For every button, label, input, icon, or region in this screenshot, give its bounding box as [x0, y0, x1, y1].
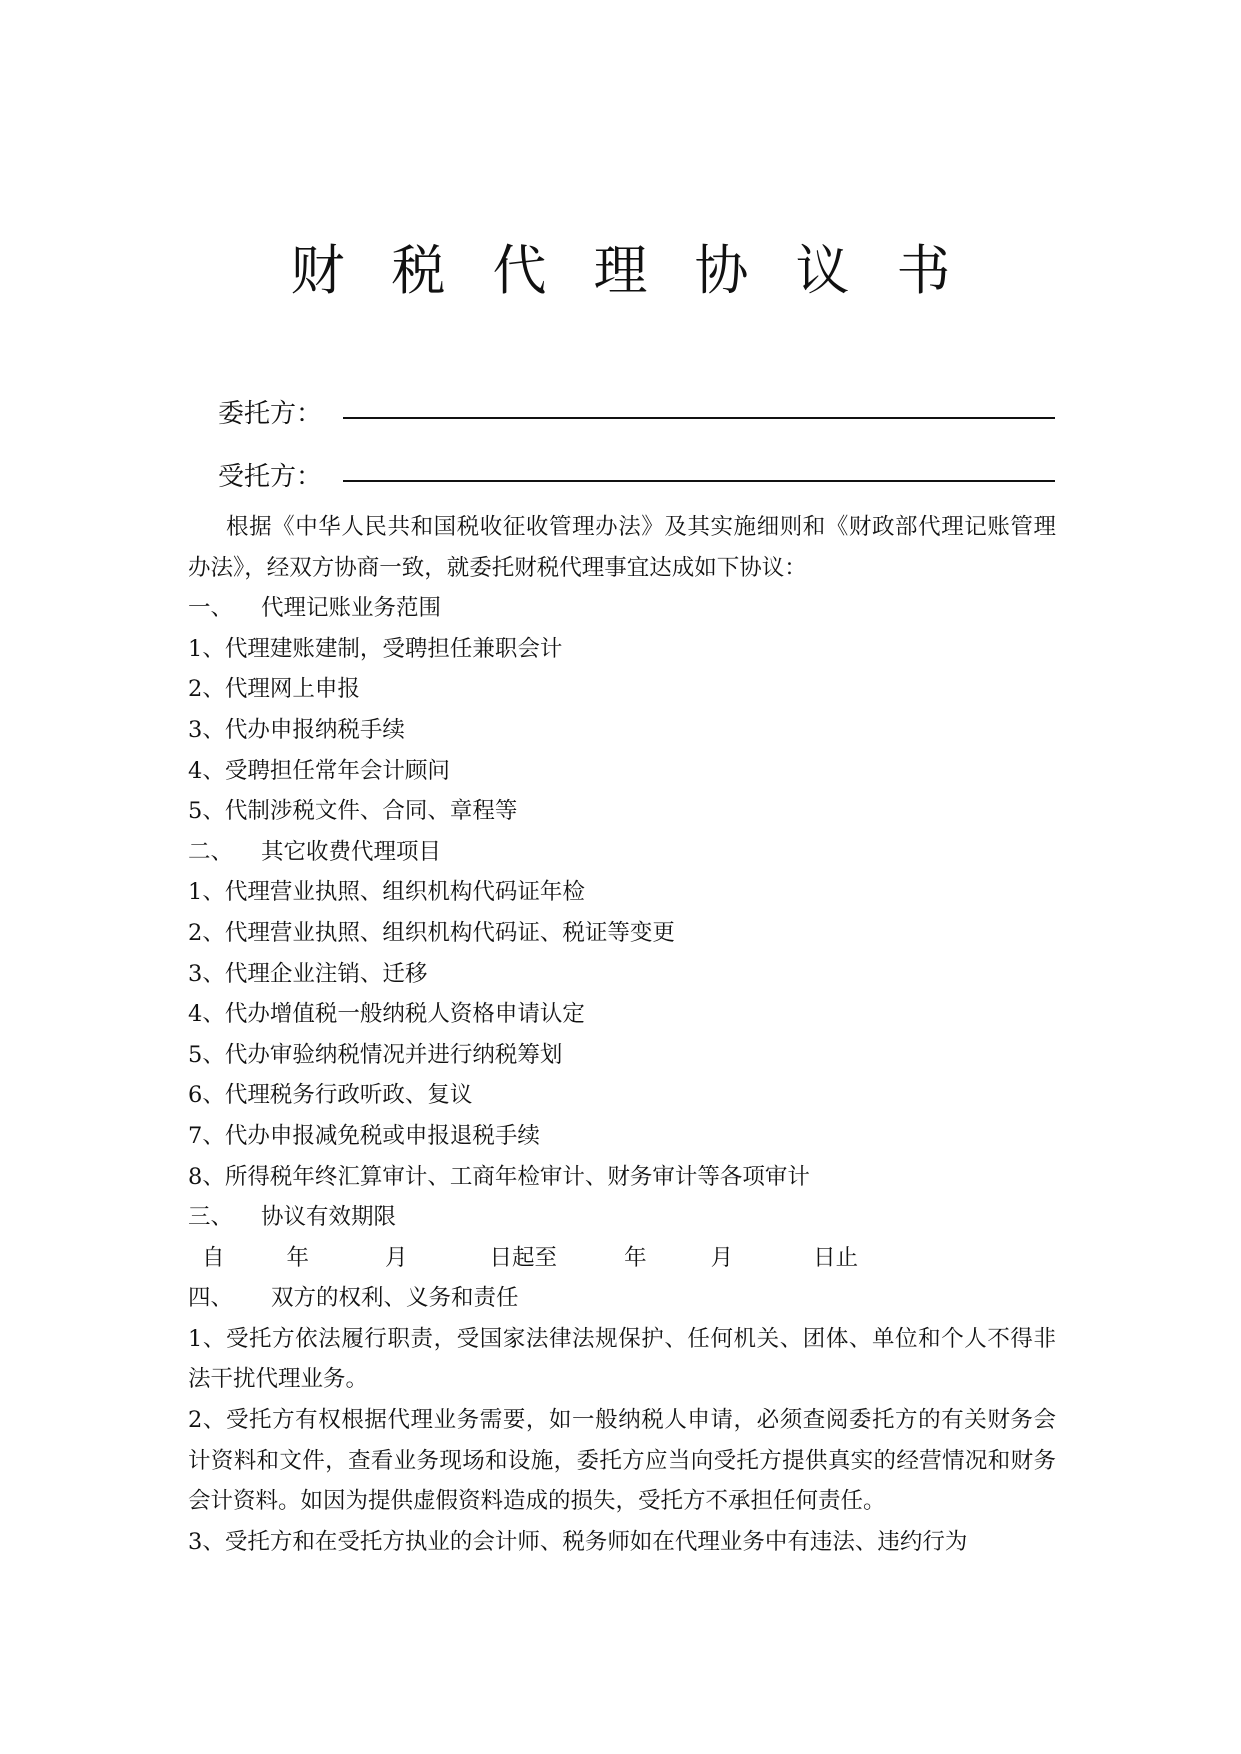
list-item: 7、代办申报减免税或申报退税手续 [188, 1122, 540, 1149]
date-from: 自 [202, 1244, 225, 1271]
section-title: 协议有效期限 [261, 1204, 397, 1231]
section-title: 双方的权利、义务和责任 [271, 1285, 519, 1312]
section-number: 三、 [188, 1204, 234, 1231]
date-year-2: 年 [624, 1244, 647, 1271]
list-item: 2、受托方有权根据代理业务需要，如一般纳税人申请，必须查阅委托方的有关财务会计资料和文件，查看业务现场和设施，委托方应当向受托方提供真实的经营情况和财务会计资料。如因为提供虚假资料造成的损失，受托方不承担任何责任。 [188, 1407, 1056, 1515]
section-heading-1 [188, 588, 1056, 629]
list-item: 3、受托方和在受托方执业的会计师、税务师如在代理业务中有违法、违约行为 [188, 1528, 968, 1555]
agent-label: 受托方： [218, 462, 323, 492]
list-item: 1、受托方依法履行职责，受国家法律法规保护、任何机关、团体、单位和个人不得非法干扰代理业务。 [188, 1325, 1056, 1393]
section-number: 四、 [188, 1285, 234, 1312]
list-item: 1、代理建账建制，受聘担任兼职会计 [188, 635, 563, 662]
client-party-row [218, 393, 343, 430]
date-month-1: 月 [385, 1244, 408, 1271]
section-heading-3 [188, 1197, 1056, 1238]
list-item: 6、代理税务行政听政、复议 [188, 1082, 473, 1109]
date-year-1: 年 [286, 1244, 310, 1271]
list-item: 5、代制涉税文件、合同、章程等 [188, 798, 518, 825]
agent-fill-line [343, 480, 1055, 482]
list-item: 2、代理网上申报 [188, 676, 360, 703]
client-label: 委托方： [218, 399, 323, 429]
section-title: 其它收费代理项目 [261, 838, 442, 865]
validity-date-line [188, 1238, 1056, 1279]
agent-party-row [218, 456, 343, 493]
intro-paragraph: 根据《中华人民共和国税收征收管理办法》及其实施细则和《财政部代理记账管理办法》，经双方协商一致，就委托财税代理事宜达成如下协议： [188, 514, 1056, 581]
section-title: 代理记账业务范围 [261, 595, 442, 622]
list-item: 1、代理营业执照、组织机构代码证年检 [188, 879, 585, 906]
date-day-to: 日起至 [489, 1244, 558, 1271]
list-item: 4、代办增值税一般纳税人资格申请认定 [188, 1001, 585, 1028]
document-title: 财税代理协议书 [290, 239, 998, 302]
section-number: 二、 [188, 838, 234, 865]
date-day-end: 日止 [813, 1244, 859, 1271]
agreement-body [188, 507, 1056, 1562]
list-item: 4、受聘担任常年会计顾问 [188, 757, 450, 784]
list-item: 8、所得税年终汇算审计、工商年检审计、财务审计等各项审计 [188, 1163, 810, 1190]
list-item: 3、代办申报纳税手续 [188, 716, 405, 743]
list-item: 3、代理企业注销、迁移 [188, 960, 428, 987]
list-item: 5、代办审验纳税情况并进行纳税筹划 [188, 1041, 563, 1068]
section-heading-4 [188, 1278, 1056, 1319]
list-item: 2、代理营业执照、组织机构代码证、税证等变更 [188, 919, 675, 946]
section-heading-2 [188, 832, 1056, 873]
section-number: 一、 [188, 595, 234, 622]
client-fill-line [343, 417, 1055, 419]
date-month-2: 月 [710, 1244, 734, 1271]
